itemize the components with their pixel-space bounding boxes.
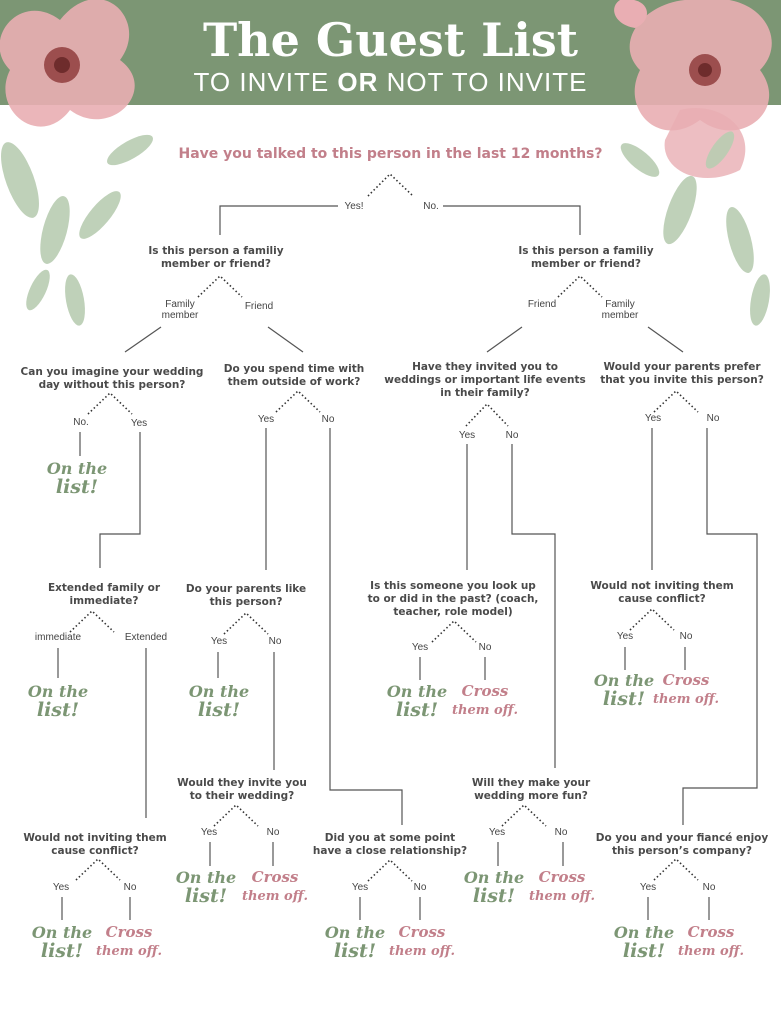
question-more-fun: Will they make your wedding more fun? bbox=[471, 777, 591, 802]
label-no: No. bbox=[73, 417, 89, 428]
result-cross-them-off: Cross them off. bbox=[452, 682, 518, 718]
question-talked-recently: Have you talked to this person in the last 12 months? bbox=[178, 146, 603, 162]
label-yes: Yes! bbox=[344, 201, 364, 212]
subtitle-end: NOT TO INVITE bbox=[386, 67, 588, 97]
question-parents-prefer: Would your parents prefer that you invite this person? bbox=[600, 361, 764, 386]
label-yes: Yes bbox=[411, 642, 429, 653]
label-no: No bbox=[706, 413, 720, 424]
label-yes: Yes bbox=[351, 882, 369, 893]
result-cross-them-off: Cross them off. bbox=[529, 868, 595, 904]
question-time-outside-work: Do you spend time with them outside of work? bbox=[223, 363, 365, 388]
label-yes: Yes bbox=[644, 413, 662, 424]
question-family-or-friend-left: Is this person a familiy member or friend? bbox=[148, 245, 284, 270]
label-yes: Yes bbox=[257, 414, 275, 425]
label-no: No bbox=[478, 642, 492, 653]
result-cross-them-off: Cross them off. bbox=[678, 923, 744, 959]
question-close-relationship: Did you at some point have a close relationship? bbox=[312, 832, 468, 857]
label-no: No bbox=[702, 882, 716, 893]
label-immediate: immediate bbox=[34, 632, 82, 643]
label-no: No. bbox=[423, 201, 439, 212]
label-no: No bbox=[679, 631, 693, 642]
question-extended-or-immediate: Extended family or immediate? bbox=[47, 582, 161, 607]
label-yes: Yes bbox=[616, 631, 634, 642]
label-family-member: Family member bbox=[601, 299, 639, 321]
label-yes: Yes bbox=[210, 636, 228, 647]
label-yes: Yes bbox=[130, 418, 148, 429]
result-on-the-list: On the list! bbox=[386, 682, 448, 721]
label-family-member: Family member bbox=[161, 299, 199, 321]
label-no: No bbox=[268, 636, 282, 647]
label-yes: Yes bbox=[639, 882, 657, 893]
question-conflict-left: Would not inviting them cause conflict? bbox=[23, 832, 167, 857]
result-on-the-list: On the list! bbox=[175, 868, 237, 907]
result-on-the-list: On the list! bbox=[324, 923, 386, 962]
label-yes: Yes bbox=[200, 827, 218, 838]
page-title: The Guest List bbox=[202, 13, 579, 67]
label-yes: Yes bbox=[488, 827, 506, 838]
question-invited-you: Have they invited you to weddings or important life events in their family? bbox=[384, 361, 586, 399]
label-yes: Yes bbox=[458, 430, 476, 441]
label-no: No bbox=[321, 414, 335, 425]
label-yes: Yes bbox=[52, 882, 70, 893]
result-on-the-list: On the list! bbox=[593, 671, 655, 710]
subtitle-or: OR bbox=[337, 67, 379, 97]
label-no: No bbox=[123, 882, 137, 893]
result-on-the-list: On the list! bbox=[463, 868, 525, 907]
subtitle-start: TO INVITE bbox=[193, 67, 330, 97]
label-no: No bbox=[554, 827, 568, 838]
result-cross-them-off: Cross them off. bbox=[96, 923, 162, 959]
result-cross-them-off: Cross them off. bbox=[389, 923, 455, 959]
label-no: No bbox=[505, 430, 519, 441]
question-family-or-friend-right: Is this person a familiy member or friend? bbox=[518, 245, 654, 270]
result-cross-them-off: Cross them off. bbox=[653, 671, 719, 707]
result-on-the-list: On the list! bbox=[613, 923, 675, 962]
question-look-up-to: Is this someone you look up to or did in the past? (coach, teacher, role model) bbox=[367, 580, 539, 618]
label-friend: Friend bbox=[527, 299, 557, 310]
label-no: No bbox=[266, 827, 280, 838]
label-extended: Extended bbox=[124, 632, 168, 643]
question-invite-you-wedding: Would they invite you to their wedding? bbox=[177, 777, 307, 802]
result-on-the-list: On the list! bbox=[188, 682, 250, 721]
question-imagine-wedding: Can you imagine your wedding day without this person? bbox=[20, 366, 204, 391]
result-on-the-list: On the list! bbox=[46, 459, 108, 498]
label-no: No bbox=[413, 882, 427, 893]
result-on-the-list: On the list! bbox=[31, 923, 93, 962]
result-on-the-list: On the list! bbox=[27, 682, 89, 721]
question-parents-like: Do your parents like this person? bbox=[185, 583, 307, 608]
result-cross-them-off: Cross them off. bbox=[242, 868, 308, 904]
question-conflict-right: Would not inviting them cause conflict? bbox=[590, 580, 734, 605]
question-enjoy-company: Do you and your fiancé enjoy this person’s company? bbox=[595, 832, 769, 857]
label-friend: Friend bbox=[244, 301, 274, 312]
